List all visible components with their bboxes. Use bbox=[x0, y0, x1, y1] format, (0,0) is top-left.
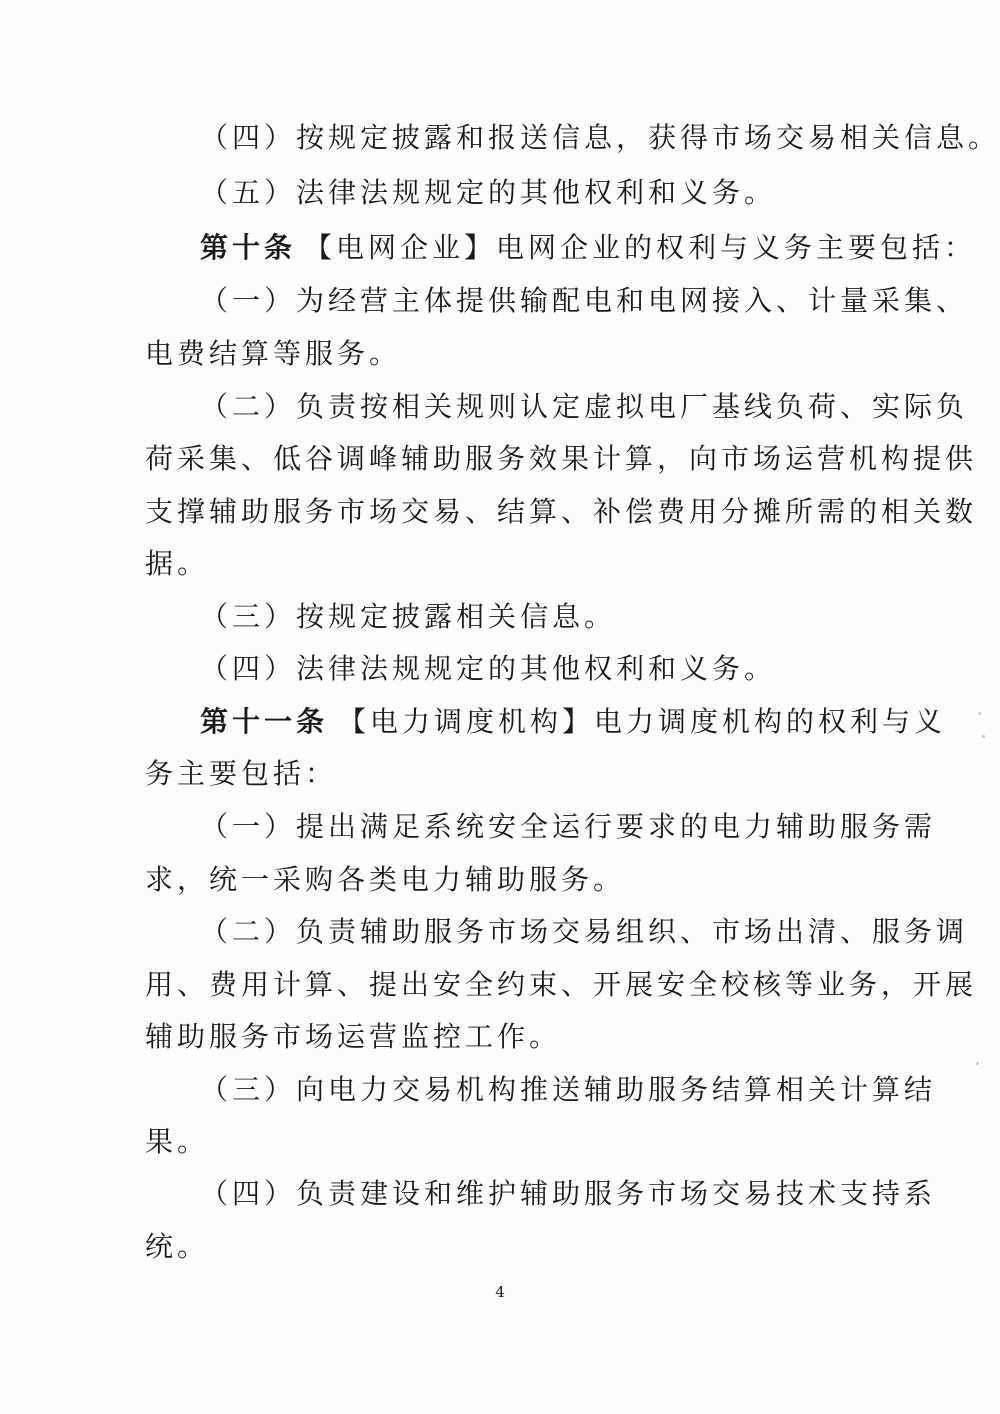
paragraph-line: 务主要包括： bbox=[145, 757, 338, 790]
scan-speck bbox=[982, 735, 985, 738]
scan-speck bbox=[976, 1062, 979, 1065]
paragraph-line: （三）按规定披露相关信息。 bbox=[200, 600, 617, 633]
article-11-heading: 第十一条 bbox=[200, 705, 329, 738]
article-10-text: 【电网企业】电网企业的权利与义务主要包括： bbox=[304, 231, 977, 264]
paragraph-line: 电费结算等服务。 bbox=[145, 337, 402, 370]
paragraph-line: （四）按规定披露和报送信息，获得市场交易相关信息。 bbox=[200, 121, 1000, 154]
paragraph-line: 支撑辅助服务市场交易、结算、补偿费用分摊所需的相关数 bbox=[145, 495, 978, 528]
paragraph-line: 荷采集、低谷调峰辅助服务效果计算，向市场运营机构提供 bbox=[145, 442, 978, 475]
article-10-heading: 第十条 bbox=[200, 231, 297, 264]
paragraph-line: 果。 bbox=[145, 1125, 210, 1158]
paragraph-line: 求，统一采购各类电力辅助服务。 bbox=[145, 863, 626, 896]
paragraph-line: （四）负责建设和维护辅助服务市场交易技术支持系 bbox=[200, 1177, 937, 1210]
paragraph-line: （四）法律法规规定的其他权利和义务。 bbox=[200, 652, 777, 685]
paragraph-line: （一）为经营主体提供输配电和电网接入、计量采集、 bbox=[200, 284, 969, 317]
paragraph-line: 统。 bbox=[145, 1230, 210, 1263]
paragraph-line: （三）向电力交易机构推送辅助服务结算相关计算结 bbox=[200, 1073, 937, 1106]
paragraph-line: （五）法律法规规定的其他权利和义务。 bbox=[200, 176, 777, 209]
article-11-text: 【电力调度机构】电力调度机构的权利与义 bbox=[338, 705, 947, 738]
paragraph-line: 据。 bbox=[145, 547, 210, 580]
scan-speck bbox=[978, 712, 981, 715]
article-11-line bbox=[200, 704, 946, 740]
paragraph-line: （二）负责按相关规则认定虚拟电厂基线负荷、实际负 bbox=[200, 390, 969, 423]
page-number: 4 bbox=[495, 1283, 505, 1301]
article-10-line bbox=[200, 230, 976, 266]
paragraph-line: （二）负责辅助服务市场交易组织、市场出清、服务调 bbox=[200, 915, 969, 948]
paragraph-line: 辅助服务市场运营监控工作。 bbox=[145, 1020, 562, 1053]
paragraph-line: 用、费用计算、提出安全约束、开展安全校核等业务，开展 bbox=[145, 968, 978, 1001]
paragraph-line: （一）提出满足系统安全运行要求的电力辅助服务需 bbox=[200, 810, 937, 843]
